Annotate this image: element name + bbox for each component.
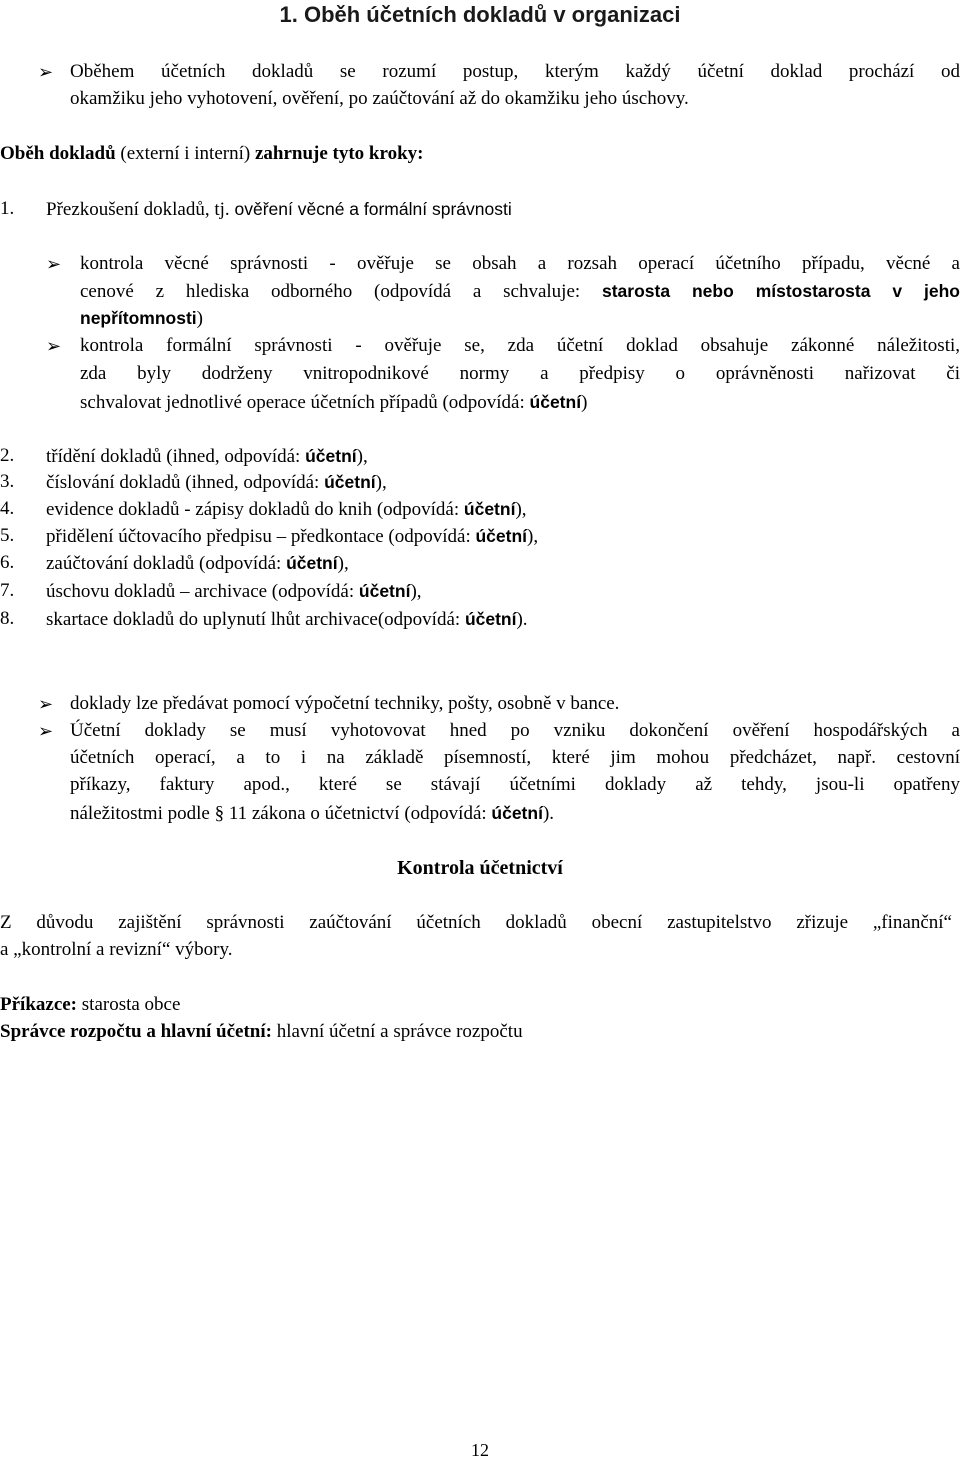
step-responsible: účetní	[463, 499, 516, 519]
steps-heading	[0, 141, 423, 167]
spravce-line	[0, 1019, 523, 1045]
list-item	[46, 606, 528, 633]
spravce-value: hlavní účetní a správce rozpočtu	[271, 1021, 523, 1042]
step-responsible: účetní	[324, 472, 376, 492]
step-number: 7.	[0, 580, 15, 601]
step-number: 3.	[0, 471, 15, 492]
step-end: ),	[356, 446, 368, 467]
prikazce-label: Příkazce:	[0, 994, 78, 1015]
arrow-bullet-icon: ➢	[38, 721, 54, 741]
spravce-label: Správce rozpočtu a hlavní účetní:	[0, 1021, 272, 1042]
note-1: doklady lze předávat pomocí výpočetní techniky, pošty, osobně v bance.	[70, 693, 620, 714]
check-1-line-2-normal: cenové z hlediska odborného (odpovídá a schvaluje:	[80, 281, 602, 302]
step-1-text-a: Přezkoušení dokladů, tj.	[46, 199, 230, 220]
step-number: 1.	[0, 198, 15, 219]
steps-heading-bold-1: Oběh dokladů	[0, 143, 116, 164]
check-2-line-3-end: )	[581, 392, 588, 413]
list-item	[46, 578, 422, 605]
step-text: třídění dokladů (ihned, odpovídá:	[46, 446, 306, 467]
step-1-text-b: ověření věcné a formální správnosti	[229, 199, 512, 219]
control-paragraph-line-1: Z důvodu zajištění správnosti zaúčtování účetních dokladů obecní zastupitelstvo zřizuje „finanční“	[0, 912, 952, 933]
step-responsible: účetní	[358, 581, 411, 601]
step-number: 8.	[0, 608, 15, 629]
page-title: 1. Oběh účetních dokladů v organizaci	[279, 2, 681, 27]
arrow-bullet-icon: ➢	[46, 336, 62, 356]
list-item	[46, 496, 527, 523]
arrow-bullet-icon: ➢	[38, 62, 54, 82]
check-1-line-2	[80, 278, 960, 305]
step-text: zaúčtování dokladů (odpovídá:	[46, 553, 287, 574]
list-item	[46, 469, 387, 496]
note-2-responsible: účetní	[491, 803, 543, 823]
page-number: 12	[471, 1440, 489, 1460]
step-text: skartace dokladů do uplynutí lhůt archivace(odpovídá:	[46, 609, 465, 630]
step-responsible: účetní	[286, 553, 338, 573]
arrow-bullet-icon: ➢	[46, 254, 62, 274]
step-end: ),	[375, 472, 387, 493]
check-1-responsible-cont: nepřítomnosti	[80, 308, 197, 328]
prikazce-line	[0, 992, 180, 1018]
step-end: ),	[337, 553, 349, 574]
step-end: ),	[527, 526, 539, 547]
step-responsible: účetní	[305, 446, 357, 466]
prikazce-value: starosta obce	[77, 994, 181, 1015]
note-2-line-2: účetních operací, a to i na základě písemností, které jim mohou předcházet, např. cestovní	[70, 747, 960, 768]
steps-heading-bold-2: zahrnuje tyto kroky:	[254, 143, 424, 164]
step-text: úschovu dokladů – archivace (odpovídá:	[46, 581, 359, 602]
step-1-text	[46, 196, 512, 223]
step-text: číslování dokladů (ihned, odpovídá:	[46, 472, 325, 493]
step-end: ),	[410, 581, 422, 602]
check-2-line-2: zda byly dodrženy vnitropodnikové normy a předpisy o oprávněnosti nařizovat či	[80, 363, 960, 384]
step-number: 2.	[0, 445, 15, 466]
check-1-line-3-end: )	[196, 308, 203, 329]
step-responsible: účetní	[475, 526, 528, 546]
note-2-line-4	[70, 800, 554, 827]
check-2-line-1: kontrola formální správnosti - ověřuje se, zda účetní doklad obsahuje zákonné náležitosti,	[80, 335, 960, 356]
section-heading: Kontrola účetnictví	[397, 857, 563, 879]
check-2-responsible: účetní	[529, 392, 582, 412]
list-item	[46, 443, 368, 470]
steps-heading-normal: (externí i interní)	[115, 143, 255, 164]
note-2-line-4-end: ).	[542, 803, 555, 824]
step-end: ).	[516, 609, 528, 630]
arrow-bullet-icon: ➢	[38, 694, 54, 714]
control-paragraph-line-2: a „kontrolní a revizní“ výbory.	[0, 939, 233, 960]
intro-line-2: okamžiku jeho vyhotovení, ověření, po zaúčtování až do okamžiku jeho úschovy.	[70, 88, 689, 109]
step-end: ),	[515, 499, 527, 520]
step-number: 6.	[0, 552, 15, 573]
check-2-line-3	[80, 389, 587, 416]
step-number: 4.	[0, 498, 15, 519]
note-2-line-1: Účetní doklady se musí vyhotovovat hned po vzniku dokončení ověření hospodářských a	[70, 720, 960, 741]
step-responsible: účetní	[464, 609, 517, 629]
check-1-line-3	[80, 305, 203, 332]
check-2-line-3-normal: schvalovat jednotlivé operace účetních případů (odpovídá:	[80, 392, 530, 413]
step-text: evidence dokladů - zápisy dokladů do knih (odpovídá:	[46, 499, 464, 520]
list-item	[46, 550, 349, 577]
list-item	[46, 523, 538, 550]
step-text: přidělení účtovacího předpisu – předkontace (odpovídá:	[46, 526, 476, 547]
note-2-line-4-normal: náležitostmi podle § 11 zákona o účetnictví (odpovídá:	[70, 803, 492, 824]
note-2-line-3: příkazy, faktury apod., které se stávají účetními doklady až tehdy, jsou-li opatřeny	[70, 774, 960, 795]
check-1-responsible: starosta nebo místostarosta v jeho	[601, 281, 960, 301]
check-1-line-1: kontrola věcné správnosti - ověřuje se obsah a rozsah operací účetního případu, věcné a	[80, 253, 960, 274]
intro-line-1: Oběhem účetních dokladů se rozumí postup, kterým každý účetní doklad prochází od	[70, 61, 960, 82]
step-number: 5.	[0, 525, 15, 546]
